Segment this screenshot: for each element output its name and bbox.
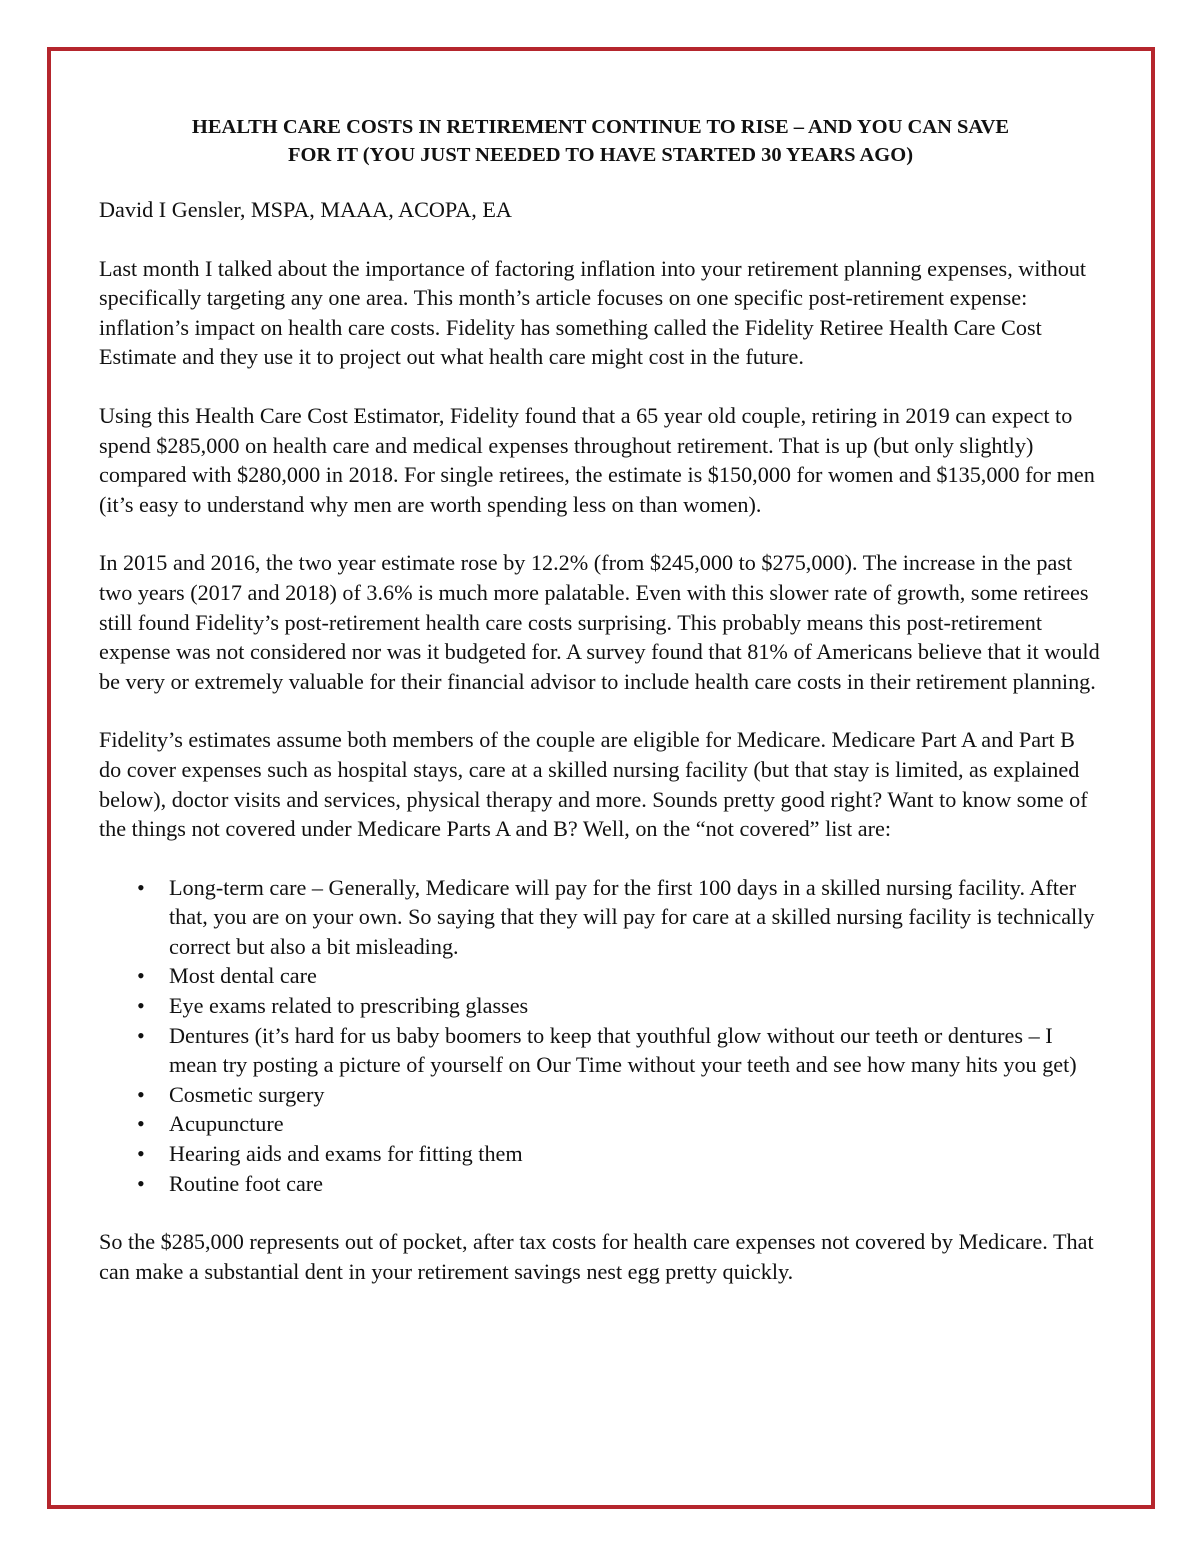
author-byline: David I Gensler, MSPA, MAAA, ACOPA, EA [99,197,512,222]
bullet-icon: • [137,1170,145,1196]
list-item-text: Long-term care – Generally, Medicare will pay for the first 100 days in a skilled nursing facility. After that, you are on your own. So saying that they will pay for care at a skilled nursing facility is technically correct but also a bit misleading. [169,874,1095,959]
list-item-text: Acupuncture [169,1111,284,1137]
list-item [99,873,1102,962]
bullet-icon: • [137,1081,145,1107]
list-item-text: Cosmetic surgery [169,1081,325,1107]
list-item [99,991,1102,1021]
bullet-icon: • [137,1111,145,1137]
list-item [99,1021,1102,1080]
list-item-text: Dentures (it’s hard for us baby boomers to keep that youthful glow without our teeth or dentures – I mean try posting a picture of yourself on Our Time without your teeth and see how many hits you get) [169,1022,1077,1078]
list-item [99,1109,1102,1139]
bullet-icon: • [137,874,145,900]
paragraph-growth: In 2015 and 2016, the two year estimate rose by 12.2% (from $245,000 to $275,000). The increase in the past two years (2017 and 2018) of 3.6% is much more palatable. Even with this slower rate of growth, some retirees still found Fidelity’s post-retirement health care costs surprising. This probably means this post-retirement expense was not considered nor was it budgeted for. A survey found that 81% of Americans believe that it would be very or extremely valuable for their financial advisor to include health care costs in their retirement planning. [99,550,1100,694]
bullet-icon: • [137,1022,145,1048]
article [99,113,1102,1315]
list-item-text: Hearing aids and exams for fitting them [169,1141,523,1167]
paragraph-medicare: Fidelity’s estimates assume both members of the couple are eligible for Medicare. Medicare Part A and Part B do cover expenses such as hospital stays, care at a skilled nursing facility (but that stay is limited, as explained below), doctor visits and services, physical therapy and more. Sounds pretty good right? Want to know some of the things not covered under Medicare Parts A and B? Well, on the “not covered” list are: [99,727,1088,842]
paragraph-estimator: Using this Health Care Cost Estimator, Fidelity found that a 65 year old couple, retiring in 2019 can expect to spend $285,000 on health care and medical expenses throughout retirement. That is up (but only slightly) compared with $280,000 in 2018. For single retirees, the estimate is $150,000 for women and $135,000 for men (it’s easy to understand why men are worth spending less on than women). [99,402,1095,517]
list-item-text: Most dental care [169,963,317,989]
list-item-text: Routine foot care [169,1170,324,1196]
title-line-2: FOR IT (YOU JUST NEEDED TO HAVE STARTED 30 YEARS AGO) [287,144,914,166]
bullet-icon: • [137,963,145,989]
bullet-icon: • [137,1141,145,1167]
list-item [99,961,1102,991]
list-item [99,1139,1102,1169]
title-line-1: HEALTH CARE COSTS IN RETIREMENT CONTINUE TO RISE – AND YOU CAN SAVE [191,116,1010,138]
paragraph-intro: Last month I talked about the importance of factoring inflation into your retirement planning expenses, without specifically targeting any one area. This month’s article focuses on one specific post-retirement expense: inflation’s impact on health care costs. Fidelity has something called the Fidelity Retiree Health Care Cost Estimate and they use it to project out what health care might cost in the future. [99,255,1087,370]
bullet-icon: • [137,993,145,1019]
list-item-text: Eye exams related to prescribing glasses [169,993,529,1019]
not-covered-list [99,873,1102,1199]
list-item [99,1169,1102,1199]
article-title [99,113,1102,169]
list-item [99,1080,1102,1110]
paragraph-closing: So the $285,000 represents out of pocket, after tax costs for health care expenses not covered by Medicare. That can make a substantial dent in your retirement savings nest egg pretty quickly. [99,1229,1094,1284]
